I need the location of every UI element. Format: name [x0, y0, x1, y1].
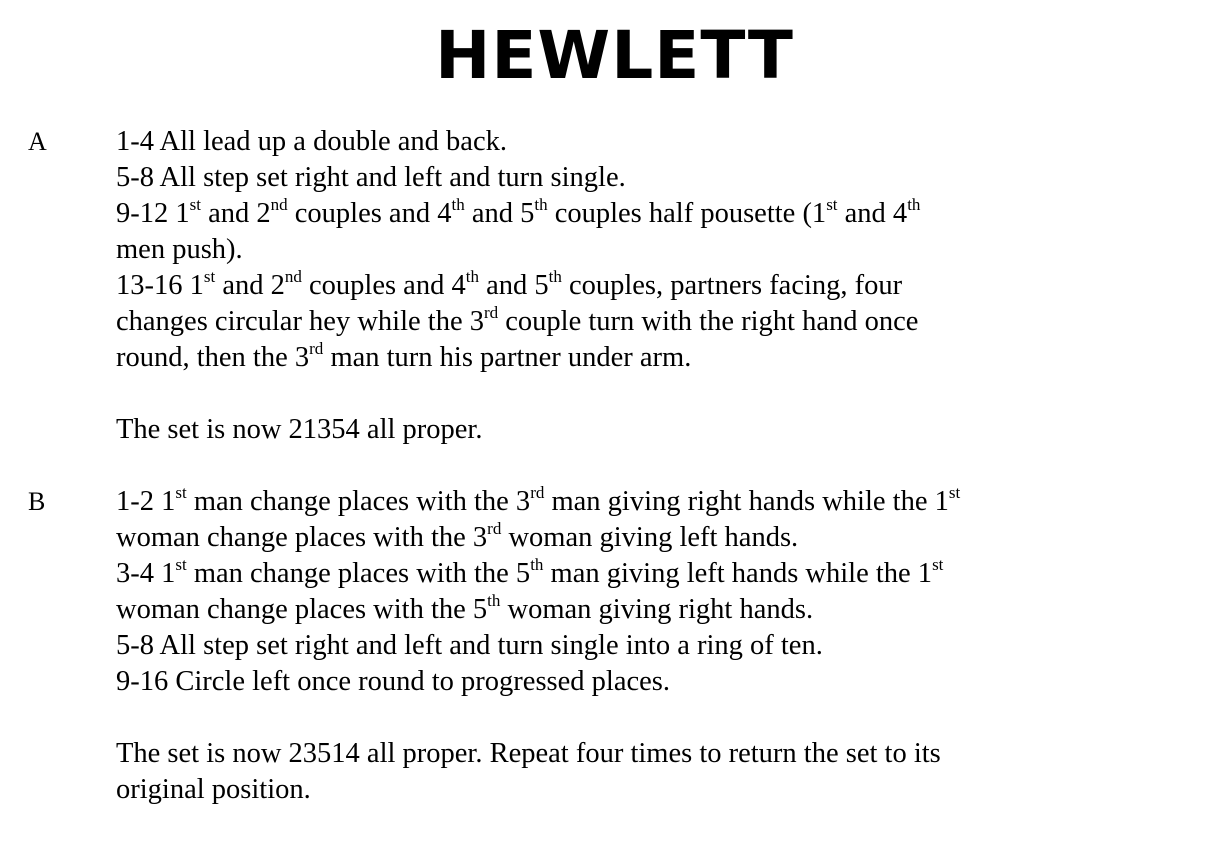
paragraph-gap	[116, 700, 1211, 736]
section-a-line-6: changes circular hey while the 3rd couple turn with the right hand once	[116, 302, 919, 337]
section-a-line-2: 5-8 All step set right and left and turn single.	[116, 162, 626, 193]
section-b-line-4: woman change places with the 5th woman giving right hands.	[116, 590, 814, 625]
section-a-summary: The set is now 21354 all proper.	[116, 414, 483, 445]
dance-title: HEWLETT	[435, 17, 794, 94]
section-a-line-7: round, then the 3rd man turn his partner under arm.	[116, 338, 692, 373]
section-b-summary-2: original position.	[116, 774, 311, 805]
section-a-line-5: 13-16 1st and 2nd couples and 4th and 5th couples, partners facing, four	[116, 266, 903, 301]
section-a-body	[116, 124, 1211, 448]
section-b-line-5: 5-8 All step set right and left and turn single into a ring of ten.	[116, 630, 823, 661]
section-a-line-4: men push).	[116, 234, 243, 265]
section-b-line-3: 3-4 1st man change places with the 5th man giving left hands while the 1st	[116, 554, 944, 589]
section-a-label: A	[28, 127, 47, 156]
section-a-line-1: 1-4 All lead up a double and back.	[116, 126, 507, 157]
section-b-body	[116, 484, 1211, 808]
section-b-line-1: 1-2 1st man change places with the 3rd man giving right hands while the 1st	[116, 482, 961, 517]
section-b-summary-1: The set is now 23514 all proper. Repeat four times to return the set to its	[116, 738, 941, 769]
section-b-label: B	[28, 487, 46, 516]
section-a-line-3: 9-12 1st and 2nd couples and 4th and 5th couples half pousette (1st and 4th	[116, 194, 921, 229]
section-b-line-2: woman change places with the 3rd woman giving left hands.	[116, 518, 799, 553]
section-b-line-6: 9-16 Circle left once round to progressed places.	[116, 666, 670, 697]
paragraph-gap	[116, 376, 1211, 412]
